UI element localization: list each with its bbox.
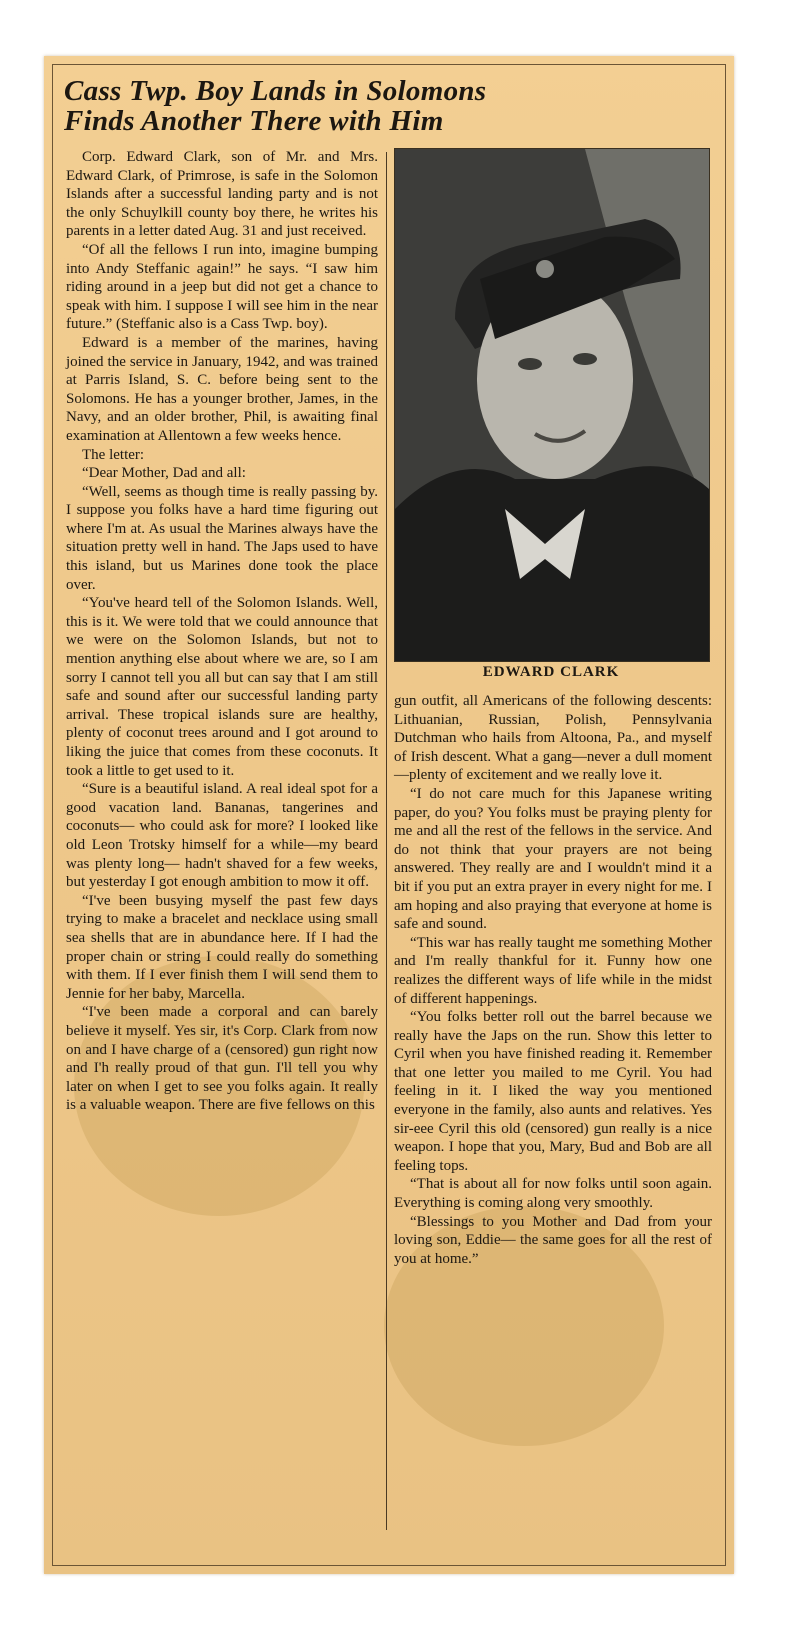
paragraph: The letter: <box>82 446 145 463</box>
paragraph: Edward is a member of the marines, having joined the service in January, 1942, and was trained at Parris Island, S. C. before being sent to the Solomons. He has a younger brother, James, in the Navy, and an older brother, Phil, is awaiting final examination at Allentown a few weeks hence. <box>66 334 378 444</box>
paragraph: gun outfit, all Americans of the following descents: Lithuanian, Russian, Polish, Pennsylvania Dutchman who hails from Altoona, Pa., and myself of Irish descent. What a gang—never a dull moment —plenty of excitement and we really love it. <box>394 693 712 784</box>
paragraph: “Well, seems as though time is really passing by. I suppose you folks have a hard time figuring out where I'm at. As usual the Marines always have the situation pretty well in hand. The Japs used to have this island, but us Marines done took the place over. <box>66 483 378 593</box>
photo-caption: EDWARD CLARK <box>482 664 620 680</box>
right-column <box>394 692 712 1268</box>
paragraph: “You folks better roll out the barrel because we really have the Japs on the run. Show this letter to Cyril when you have finished reading it. Remember that one letter you mailed to me Cyril. You had feeling in it. I liked the way you mentioned everyone in the family, also aunts and relatives. Yes sir-eee Cyril this old (censored) gun really is a nice weapon. I hope that you, Mary, Bud and Bob are all feeling tops. <box>394 1009 712 1174</box>
paragraph: “Sure is a beautiful island. A real ideal spot for a good vacation land. Bananas, tangerines and coconuts— who could ask for more? I looked like old Leon Trotsky himself for a while—my beard was plenty long— hadn't shaved for a few weeks, but yesterday I got enough ambition to mow it off. <box>66 781 378 891</box>
column-divider <box>386 152 387 1530</box>
portrait-illustration <box>395 149 709 661</box>
paragraph: “That is about all for now folks until soon again. Everything is coming along very smoothly. <box>394 1176 712 1212</box>
paragraph: “This war has really taught me something Mother and I'm really thankful for it. Funny how one realizes the different ways of life while in the midst of different happenings. <box>394 934 712 1007</box>
paragraph: Corp. Edward Clark, son of Mr. and Mrs. Edward Clark, of Primrose, is safe in the Solomon Islands after a successful landing party and is not the only Schuylkill county boy there, he writes his parents in a letter dated Aug. 31 and just received. <box>66 149 378 240</box>
paragraph: “Dear Mother, Dad and all: <box>82 465 246 482</box>
headline-line-2: Finds Another There with Him <box>64 105 444 137</box>
headline-line-1: Cass Twp. Boy Lands in Solomons <box>64 75 487 107</box>
left-column <box>66 148 378 1115</box>
paragraph: “Blessings to you Mother and Dad from your loving son, Eddie— the same goes for all the rest of you at home.” <box>394 1213 712 1267</box>
portrait-photo <box>394 148 710 662</box>
headline <box>64 76 704 136</box>
newspaper-clipping <box>44 56 734 1574</box>
paragraph: “I do not care much for this Japanese writing paper, do you? You folks must be praying plenty for me and all the rest of the fellows in the service. And do not think that your prayers are not being answered. They really are and I wouldn't mind it a bit if you put an extra prayer in every night for me. I am hoping and also praying that everyone at home is safe and sound. <box>394 785 712 933</box>
paragraph: “I've been made a corporal and can barely believe it myself. Yes sir, it's Corp. Clark from now on and I have charge of a (censored) gun right now and I'h really proud of that gun. I'll tell you why later on when I get to see you folks again. It really is a valuable weapon. There are five fellows on this <box>66 1004 378 1114</box>
paragraph: “You've heard tell of the Solomon Islands. Well, this is it. We were told that we could announce that we were on the Solomon Islands, but not to mention anything else about where we are, so I am sorry I cannot tell you all but can say that I am still safe and sound after our successful landing party arrival. These tropical islands sure are healthy, plenty of coconut trees around and I got around to liking the juice that comes from these coconuts. It took a little to get used to it. <box>66 595 378 779</box>
paragraph: “Of all the fellows I run into, imagine bumping into Andy Steffanic again!” he says. “I saw him riding around in a jeep but did not get a chance to speak with him. I suppose I will see him in the near future.” (Steffanic also is a Cass Twp. boy). <box>66 241 378 333</box>
paragraph: “I've been busying myself the past few days trying to make a bracelet and necklace using small sea shells that are in abundance here. If I had the proper chain or string I could really do something with them. If I ever finish them I will send them to Jennie for her baby, Marcella. <box>66 892 378 1002</box>
